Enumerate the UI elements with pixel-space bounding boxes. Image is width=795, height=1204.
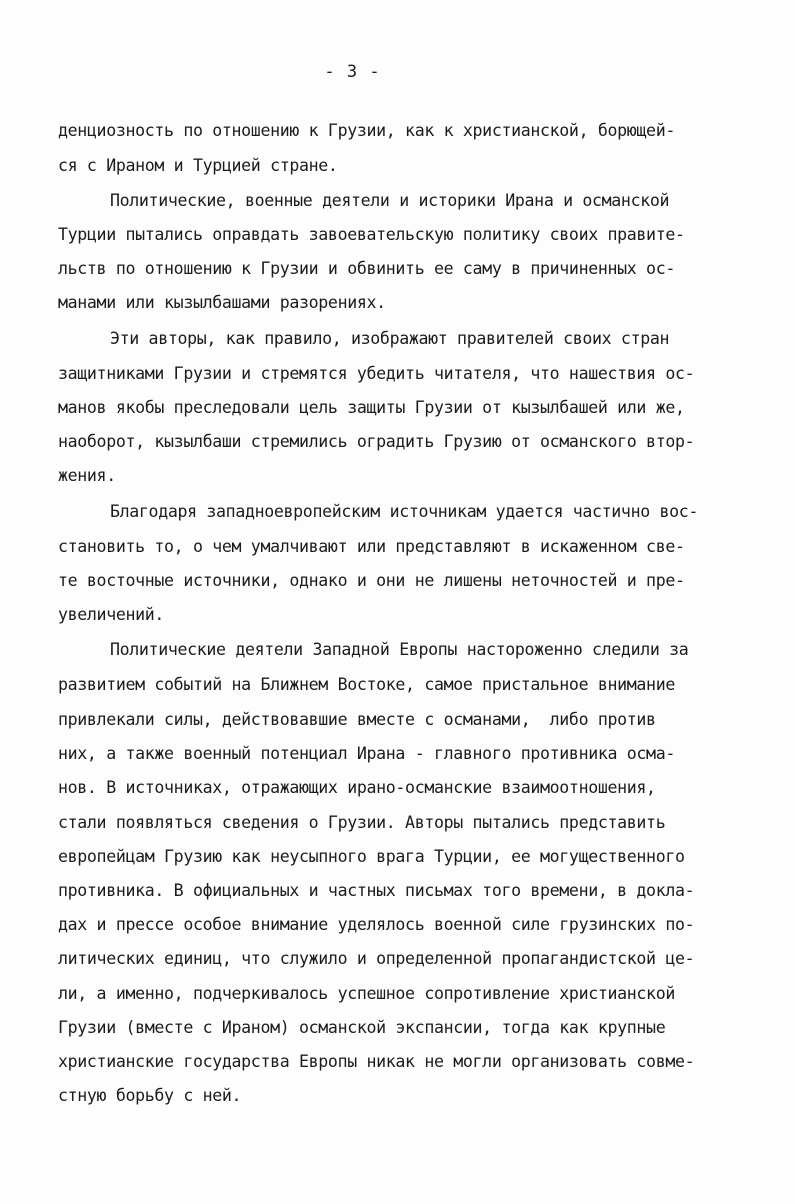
text-line: развитием событий на Ближнем Востоке, самое пристальное внимание: [58, 675, 675, 694]
text-line: Политические, военные деятели и историки Ирана и османской: [110, 191, 670, 210]
text-line: жения.: [58, 466, 116, 485]
text-line: те восточные источники, однако и они не лишены неточностей и пре-: [58, 571, 685, 590]
text-line: манами или кызылбашами разорениях.: [58, 293, 386, 312]
text-line: противника. В официальных и частных письмах того времени, в докла-: [58, 881, 695, 900]
text-line: христианские государства Европы никак не могли организовать совме-: [58, 1052, 695, 1071]
text-line: Политические деятели Западной Европы настороженно следили за: [110, 640, 689, 659]
page-number: - 3 -: [324, 62, 381, 82]
text-line: ли, а именно, подчеркивалось успешное сопротивление христианской: [58, 984, 675, 1003]
text-line: ся с Ираном и Турцией стране.: [58, 156, 338, 175]
text-line: стали появляться сведения о Грузии. Авторы пытались представить: [58, 813, 666, 832]
text-line: денциозность по отношению к Грузии, как к христианской, борющей-: [58, 121, 675, 140]
text-line: льств по отношению к Грузии и обвинить ее саму в причиненных ос-: [58, 259, 675, 278]
text-line: дах и прессе особое внимание уделялось военной силе грузинских по-: [58, 915, 695, 934]
text-line: литических единиц, что служило и определенной пропагандистской це-: [58, 949, 695, 968]
text-line: становить то, о чем умалчивают или представляют в искаженном све-: [58, 537, 685, 556]
text-line: стную борьбу с ней.: [58, 1086, 242, 1105]
text-line: защитниками Грузии и стремятся убедить читателя, что нашествия ос-: [58, 364, 695, 383]
text-line: привлекали силы, действовавшие вместе с османами, либо против: [58, 710, 656, 729]
text-line: Турции пытались оправдать завоевательскую политику своих правите-: [58, 225, 685, 244]
text-line: Эти авторы, как правило, изображают правителей своих стран: [110, 329, 670, 348]
text-line: наоборот, кызылбаши стремились оградить Грузию от османского втор-: [58, 432, 695, 451]
text-line: Грузии (вместе с Ираном) османской экспансии, тогда как крупные: [58, 1018, 666, 1037]
text-line: увеличений.: [58, 605, 165, 624]
text-line: нов. В источниках, отражающих ирано-османские взаимоотношения,: [58, 778, 656, 797]
text-line: Благодаря западноевропейским источникам удается частично вос-: [110, 502, 699, 521]
text-line: европейцам Грузию как неусыпного врага Турции, ее могущественного: [58, 847, 685, 866]
text-line: них, а также военный потенциал Ирана - главного противника осма-: [58, 744, 675, 763]
text-line: манов якобы преследовали цель защиты Грузии от кызылбашей или же,: [58, 398, 685, 417]
